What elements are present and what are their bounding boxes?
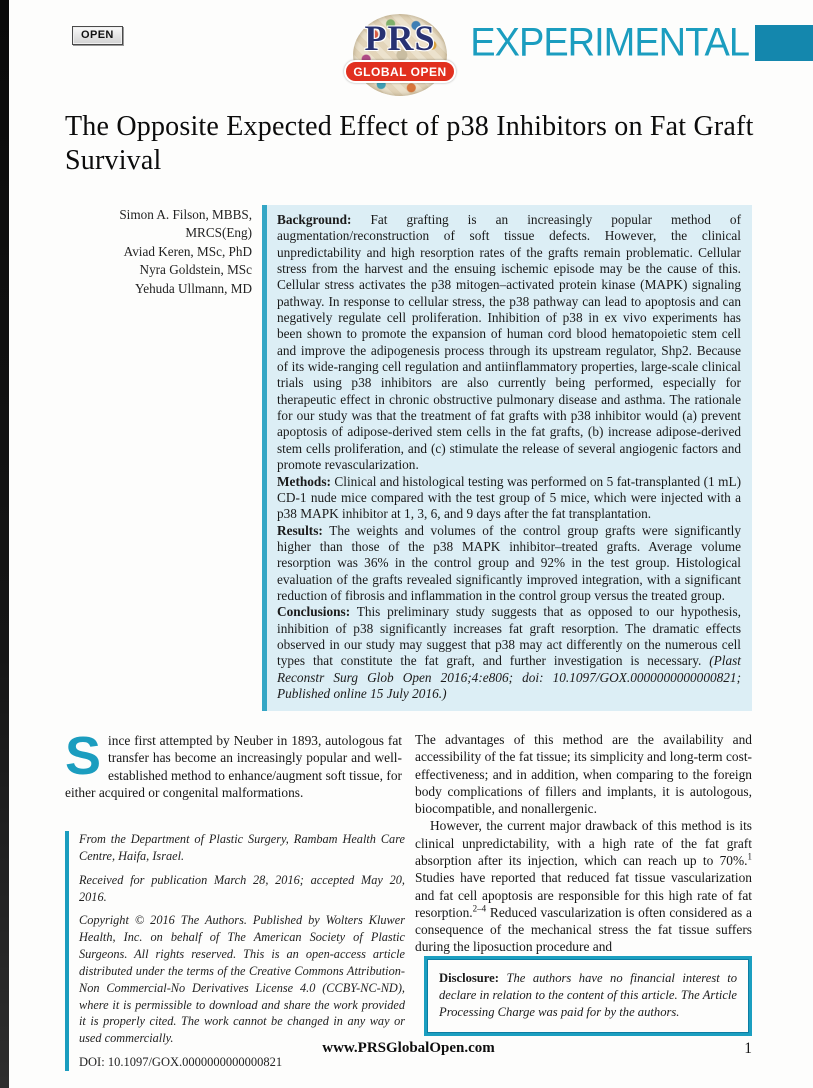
abstract-conclusions: Conclusions: This preliminary study suggests that as opposed to our hypothesis, inhibition of p38 significantly increases fat graft resorption. The dramatic effects observed in our study may suggest that p38 may act differently on the numerous cell types that constitute the fat graft, and further investigation is necessary. (Plast Reconstr Surg Glob Open 2016;4:e806; doi: 10.1097/GOX.0000000000000821; Published online 15 July 2016.) <box>277 604 741 701</box>
received-note: Received for publication March 28, 2016; accepted May 20, 2016. <box>79 872 405 904</box>
footnote-block <box>65 831 405 1071</box>
abstract-results: Results: The weights and volumes of the control group grafts were significantly higher than those of the p38 MAPK inhibitor–treated grafts. Average volume resorption was 36% in the control group and 92% in the test group. Histological evaluation of the grafts revealed significantly improved integration, with a significant reduction of fibrosis and inflammation in the control group versus the treated group. <box>277 522 741 603</box>
logo-global-open-pill: GLOBAL OPEN <box>344 60 456 83</box>
page-number: 1 <box>744 1040 752 1057</box>
abstract-background: Background: Fat grafting is an increasingly popular method of augmentation/reconstruction of soft tissue defects. However, the clinical unpredictability and high resorption rates of the grafts remain problematic. Cellular stress from the harvest and the ensuing ischemic episode may be the cause of this. Cellular stress activates the p38 mitogen–activated protein kinase (MAPK) signaling pathway. In response to cellular stress, the p38 pathway can lead to apoptosis and can negatively regulate cell proliferation. Inhibition of p38 in ex vivo experiments has been shown to promote the expansion of human cord blood hematopoietic stem cell and improve the adipogenesis process through its upstream regulator, Shp2. Because of its wide-ranging cell regulation and antiinflammatory properties, large-scale clinical trials using p38 inhibitors are also currently being performed, especially for therapeutic effect in chronic obstructive pulmonary disease and asthma. The rationale for our study was that the treatment of fat grafts with p38 inhibitor would (a) prevent apoptosis of adipose-derived stem cells in the fat grafts, (b) increase adipose-derived stem cells proliferation, and (c) stimulate the release of several angiogenic factors and promote revascularization. <box>277 212 741 473</box>
article-title: The Opposite Expected Effect of p38 Inhibitors on Fat Graft Survival <box>65 111 754 177</box>
abstract-citation: (Plast Reconstr Surg Glob Open 2016;4:e806; doi: 10.1097/GOX.0000000000000821; Published online 15 July 2016.) <box>277 653 741 701</box>
author-list <box>60 206 252 298</box>
author-line: MRCS(Eng) <box>185 225 252 241</box>
logo-prs-text: PRS <box>364 18 436 58</box>
author-line: Nyra Goldstein, MSc <box>139 262 252 278</box>
footer-journal-url[interactable]: www.PRSGlobalOpen.com <box>322 1040 495 1056</box>
reference-superscript: 2–4 <box>472 903 487 914</box>
open-access-badge <box>72 26 123 45</box>
body-column-left <box>65 726 402 802</box>
prs-global-open-logo <box>340 12 460 92</box>
author-line: Aviad Keren, MSc, PhD <box>123 243 252 259</box>
open-access-label: OPEN <box>81 29 114 41</box>
drop-cap: S <box>65 726 102 786</box>
reference-superscript: 1 <box>747 851 752 862</box>
body-paragraph: The advantages of this method are the availability and accessibility of the fat tissue; its simplicity and long-term cost-effectiveness; and in addition, when comparing to the foreign body complications of fillers and implants, it is autologous, biocompatible, and nonallergenic. <box>415 732 752 817</box>
body-paragraph: However, the current major drawback of this method is its clinical unpredictability, with a high rate of the fat graft absorption after its injection, which can reach up to 70%.$^1$ Studies have reported that reduced fat tissue vascularization and fat cell apoptosis are responsible for this high rate of fat resorption.$^{2-4}$ Reduced vascularization is often considered as a consequence of the mechanical stress the fat tissue suffers during the liposuction procedure and <box>415 818 752 955</box>
disclosure-box <box>424 956 752 1036</box>
abstract-box <box>262 205 752 711</box>
disclosure-label: Disclosure: <box>439 971 499 985</box>
category-color-block <box>755 25 813 61</box>
affiliation-note: From the Department of Plastic Surgery, Rambam Health Care Centre, Haifa, Israel. <box>79 832 405 863</box>
copyright-note: Copyright © 2016 The Authors. Published by Wolters Kluwer Health, Inc. on behalf of The American Society of Plastic Surgeons. All rights reserved. This is an open-access article distributed under the terms of the Creative Commons Attribution-Non Commercial-No Derivatives License 4.0 (CCBY-NC-ND), where it is permissible to download and share the work provided it is properly cited. The work cannot be changed in any way or used commercially. <box>79 913 405 1046</box>
body-column-right <box>415 731 752 956</box>
category-label: EXPERIMENTAL <box>470 21 749 65</box>
abstract-methods-label: Methods: <box>277 473 331 489</box>
author-line: Yehuda Ullmann, MD <box>135 280 252 296</box>
doi-line: DOI: 10.1097/GOX.0000000000000821 <box>79 1055 283 1070</box>
author-line: Simon A. Filson, MBBS, <box>119 207 252 222</box>
scan-edge-strip <box>0 0 9 1088</box>
abstract-methods: Methods: Clinical and histological testing was performed on 5 fat-transplanted (1 mL) CD-1 nude mice compared with the test group of 5 mice, which were injected with a p38 MAPK inhibitor at 1, 3, 6, and 9 days after the fat transplantation. <box>277 473 741 522</box>
category-banner <box>470 21 813 65</box>
intro-paragraph: Since first attempted by Neuber in 1893, autologous fat transfer has become an increasingly popular and well-established method to enhance/augment soft tissue, for either acquired or congenital malformations. <box>65 726 402 801</box>
abstract-results-label: Results: <box>277 522 323 538</box>
abstract-background-label: Background: <box>277 212 352 227</box>
disclosure-text: The authors have no financial interest to declare in relation to the content of this article. The Article Processing Charge was paid for by the authors. <box>439 971 737 1020</box>
abstract-conclusions-label: Conclusions: <box>277 604 351 620</box>
